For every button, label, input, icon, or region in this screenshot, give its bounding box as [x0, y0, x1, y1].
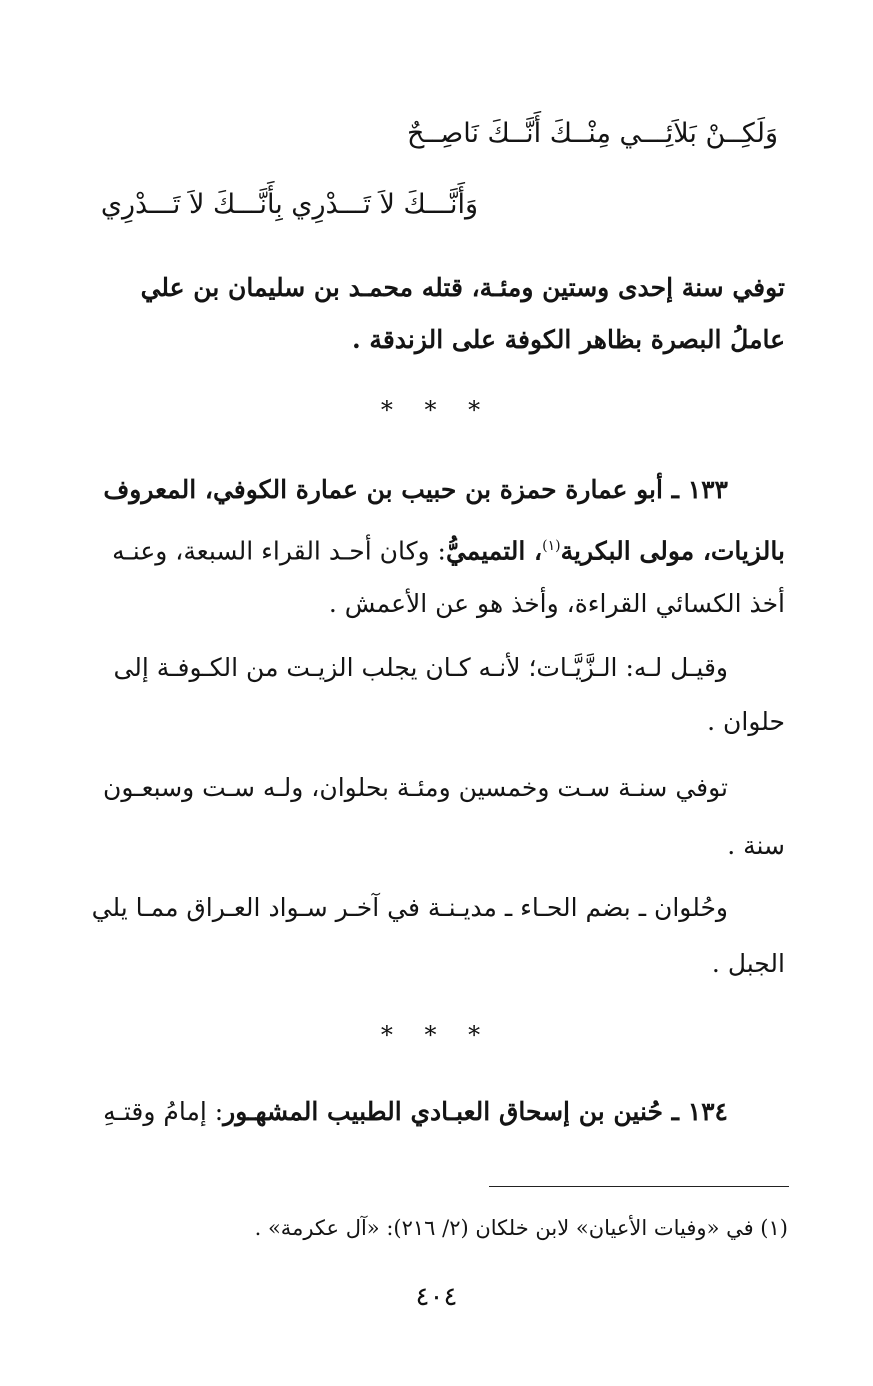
death-note-line-2: عاملُ البصرة بظاهر الكوفة على الزندقة . — [352, 325, 785, 354]
entry-133-description: : وكان أحـد القراء السبعة، وعنـه — [112, 536, 446, 566]
entry-133-line-2 — [112, 524, 785, 573]
page-number: ٤٠٤ — [415, 1282, 458, 1312]
entry-133-nisba: ، التميميُّ — [445, 536, 543, 566]
entry-133-line-7: سنة . — [727, 831, 785, 860]
footnote-ref-1[interactable]: (١) — [542, 538, 561, 554]
entry-134-heading — [103, 1090, 728, 1134]
entry-133-line-3: أخذ الكسائي القراءة، وأخذ هو عن الأعمش . — [328, 589, 785, 618]
section-separator-2: * * * — [380, 1021, 493, 1049]
entry-133-line-4: وقيـل لـه: الـزَّيَّـات؛ لأنـه كـان يجلب الزيـت من الكـوفـة إلى — [113, 653, 728, 682]
footnote-1: (١) في «وفيات الأعيان» لابن خلكان (٢/ ٢١٦): «آل عكرمة» . — [254, 1216, 788, 1240]
entry-134-description: : إمامُ وقتـهِ — [103, 1097, 224, 1126]
footnote-divider — [489, 1186, 789, 1187]
entry-133-line-5: حلوان . — [707, 707, 785, 736]
verse-line-1: وَلَكِــنْ بَلاَئِـــي مِنْــكَ أَنَّــكَ نَاصِــحٌ — [407, 118, 778, 149]
entry-133-heading: ١٣٣ ـ أبو عمارة حمزة بن حبيب بن عمارة الكوفي، المعروف — [103, 475, 728, 504]
entry-133-line-8: وحُلوان ـ بضم الحـاء ـ مديـنـة في آخـر سـواد العـراق ممـا يلي — [91, 893, 728, 922]
verse-line-2: وَأَنَّـــكَ لاَ تَـــدْرِي بِأَنَّـــكَ لاَ تَـــدْرِي — [100, 189, 478, 220]
death-note-line-1: توفي سنة إحدى وستين ومئـة، قتله محمـد بن سليمان بن علي — [140, 273, 785, 302]
entry-133-line-6: توفي سنـة سـت وخمسين ومئـة بحلوان، ولـه سـت وسبعـون — [103, 773, 728, 802]
entry-133-line-9: الجبل . — [711, 949, 785, 978]
entry-134-name: ١٣٤ ـ حُنين بن إسحاق العبـادي الطبيب المشهـور — [223, 1097, 728, 1126]
section-separator: * * * — [380, 396, 493, 424]
entry-133-name-continued: بالزيات، مولى البكرية — [560, 536, 785, 566]
